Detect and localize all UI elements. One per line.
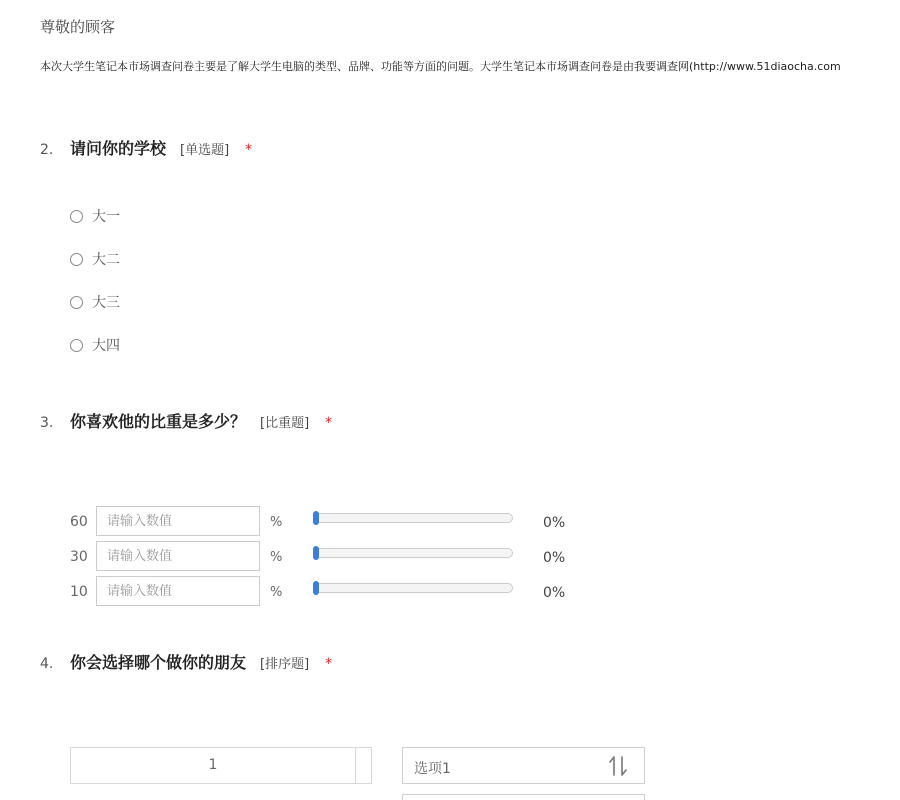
- radio-option-label: 大四: [92, 338, 120, 354]
- radio-circle-icon[interactable]: [70, 296, 83, 309]
- required-marker: *: [325, 415, 333, 431]
- rank-slot-number: 1: [71, 748, 356, 783]
- question-2-header: [40, 136, 252, 159]
- required-marker: *: [245, 142, 253, 158]
- radio-circle-icon[interactable]: [70, 210, 83, 223]
- radio-option-label: 大二: [92, 252, 120, 268]
- question-number: 4.: [40, 656, 54, 672]
- question-4-header: [40, 650, 332, 673]
- sortable-option[interactable]: [402, 747, 645, 784]
- weight-row-label: 10: [70, 584, 88, 600]
- question-title: 你喜欢他的比重是多少？: [70, 412, 247, 431]
- question-title: 请问你的学校: [70, 139, 167, 158]
- percent-unit: %: [270, 585, 283, 600]
- radio-option-label: 大三: [92, 295, 120, 311]
- weight-slider[interactable]: [313, 583, 513, 593]
- question-title: 你会选择哪个做你的朋友: [70, 653, 247, 672]
- percent-unit: %: [270, 515, 283, 530]
- weight-slider-handle[interactable]: [313, 511, 319, 525]
- question-number: 2.: [40, 142, 54, 158]
- sortable-option[interactable]: [402, 794, 645, 800]
- sortable-option-label: 选项1: [414, 761, 451, 777]
- question-type-label: [排序题]: [260, 657, 310, 672]
- survey-intro-text: 本次大学生笔记本市场调查问卷主要是了解大学生电脑的类型、品牌、功能等方面的问题。大学生笔记本市场调查问卷是由我要调查网(http://www.51diaocha.com: [40, 60, 841, 73]
- radio-option-3[interactable]: [70, 292, 120, 312]
- weight-input[interactable]: [96, 541, 260, 571]
- rank-slot[interactable]: [70, 747, 372, 784]
- radio-circle-icon[interactable]: [70, 339, 83, 352]
- weight-slider-handle[interactable]: [313, 546, 319, 560]
- radio-option-label: 大一: [92, 209, 120, 225]
- required-marker: *: [325, 656, 333, 672]
- sort-arrows-icon[interactable]: [608, 755, 628, 777]
- weight-slider-handle[interactable]: [313, 581, 319, 595]
- radio-option-1[interactable]: [70, 206, 120, 226]
- question-number: 3.: [40, 415, 54, 431]
- weight-value: 0%: [543, 585, 566, 601]
- percent-unit: %: [270, 550, 283, 565]
- radio-option-4[interactable]: [70, 335, 120, 355]
- radio-option-2[interactable]: [70, 249, 120, 269]
- weight-input[interactable]: [96, 506, 260, 536]
- question-3-header: [40, 409, 332, 432]
- weight-value: 0%: [543, 550, 566, 566]
- weight-value: 0%: [543, 515, 566, 531]
- greeting-text: 尊敬的顾客: [40, 18, 116, 36]
- radio-circle-icon[interactable]: [70, 253, 83, 266]
- question-type-label: [单选题]: [180, 143, 230, 158]
- weight-row-label: 30: [70, 549, 88, 565]
- weight-row-label: 60: [70, 514, 88, 530]
- weight-input[interactable]: [96, 576, 260, 606]
- question-type-label: [比重题]: [260, 416, 310, 431]
- weight-slider[interactable]: [313, 513, 513, 523]
- weight-slider[interactable]: [313, 548, 513, 558]
